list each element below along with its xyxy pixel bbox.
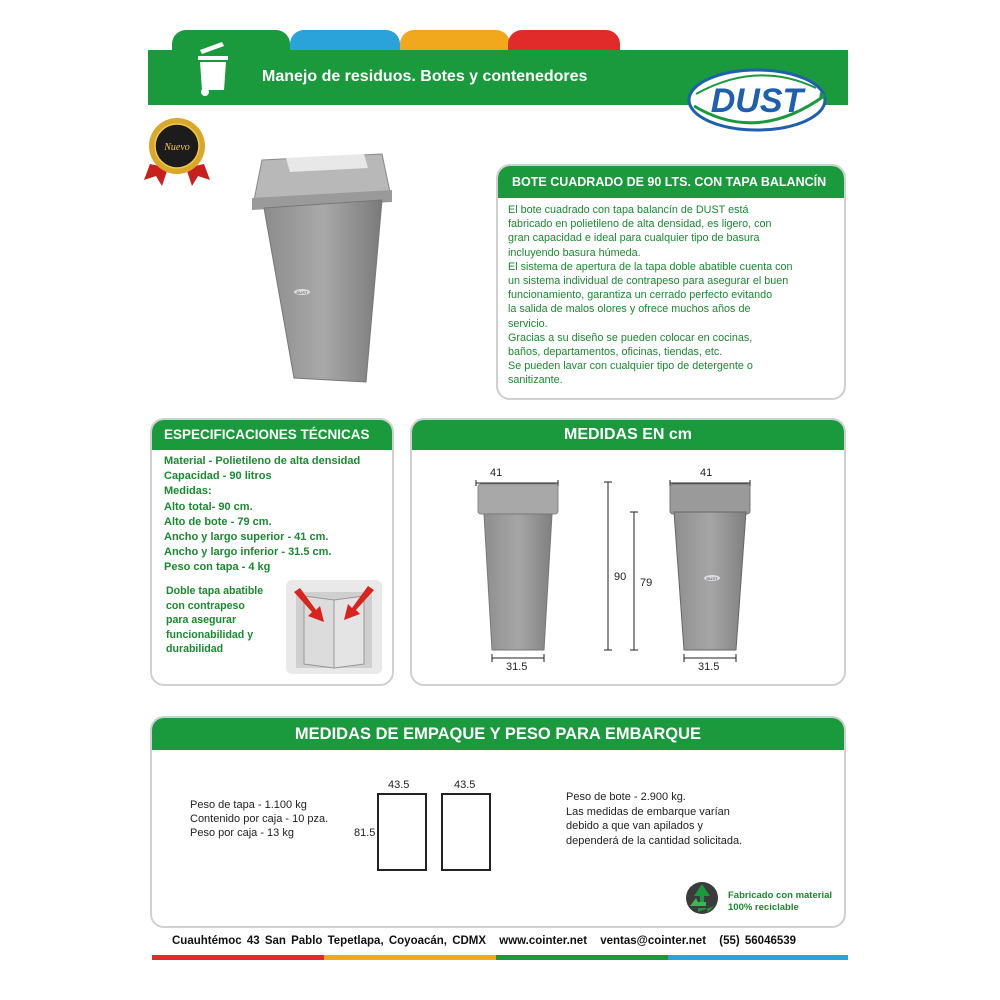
description-line: Se pueden lavar con cualquier tipo de detergente o [508,360,753,373]
description-text [498,198,844,388]
packing-line: dependerá de la cantidad solicitada. [566,834,743,847]
footer-address: Cuauhtémoc 43 San Pablo Tepetlapa, Coyoacán, CDMX [172,935,487,947]
top-width-left-label: 41 [490,467,503,479]
bottom-width-left-label: 31.5 [506,661,528,673]
footer-stripe-yellow [324,955,496,960]
lid-photo [286,580,382,674]
description-line: baños, departamentos, oficinas, tiendas, etc. [508,346,723,359]
recycle-icon [682,878,722,918]
spec-item: Alto total- 90 cm. [164,500,253,513]
specs-panel [150,418,394,686]
footer-email-link[interactable]: ventas@cointer.net [600,935,707,947]
spec-note-line: con contrapeso [166,599,245,612]
product-badge: DUST [296,290,308,295]
body-height-label: 79 [640,577,653,589]
description-line: El sistema de apertura de la tapa doble abatible cuenta con [508,260,793,273]
packing-line: Peso por caja - 13 kg [190,827,294,839]
description-line: funcionamiento, garantiza un cerrado perfecto evitando [508,289,773,302]
product-image [246,142,398,386]
packing-boxes-diagram [350,776,500,880]
specs-title: ESPECIFICACIONES TÉCNICAS [152,420,392,450]
spec-item: Capacidad - 90 litros [164,470,272,483]
description-line: servicio. [508,317,548,330]
page-title: Manejo de residuos. Botes y contenedores [262,68,588,85]
spec-item: Medidas: [164,485,212,498]
packing-right-text [566,790,806,848]
packing-line: Contenido por caja - 10 pza. [190,813,329,825]
spec-item: Alto de bote - 79 cm. [164,515,272,528]
bottom-width-right-label: 31.5 [698,661,720,673]
spec-note-line: Doble tapa abatible [166,585,264,597]
spec-item: Material - Polietileno de alta densidad [164,455,361,467]
specs-list [152,450,392,576]
spec-item: Peso con tapa - 4 kg [164,561,271,574]
logo-text: DUST [710,82,804,120]
description-title: BOTE CUADRADO DE 90 LTS. CON TAPA BALANCÍN [498,166,844,198]
recycle-line: 100% reciclable [728,902,799,913]
description-line: un sistema individual de contrapeso para asegurar el buen [508,275,789,288]
footer-stripe-blue [668,955,848,960]
medal-text: Nuevo [164,142,190,153]
description-panel [496,164,846,400]
description-line: incluyendo basura húmeda. [508,246,641,259]
packing-panel [150,716,846,928]
box-width-label-2: 43.5 [454,779,476,791]
footer-stripe-red [152,955,324,960]
header-tab-red [508,30,620,52]
description-line: El bote cuadrado con tapa balancín de DUST está [508,204,749,216]
packing-line: Peso de tapa - 1.100 kg [190,799,307,811]
box-width-label-1: 43.5 [388,779,410,791]
footer [172,935,804,947]
medal-icon [142,114,212,190]
bin-badge: DUST [706,576,718,581]
description-line: gran capacidad e ideal para cualquier tipo de basura [508,232,760,245]
spec-item: Ancho y largo superior - 41 cm. [164,531,329,544]
footer-web-link[interactable]: www.cointer.net [499,935,588,947]
measures-title: MEDIDAS EN cm [412,420,844,450]
total-height-label: 90 [614,571,627,583]
trash-bin-icon [192,40,234,98]
spec-item: Ancho y largo inferior - 31.5 cm. [164,546,332,559]
packing-title: MEDIDAS DE EMPAQUE Y PESO PARA EMBARQUE [152,718,844,750]
description-line: la salida de malos olores y ofrece muchos años de [508,303,751,316]
recycle-line: Fabricado con material [728,890,833,901]
header-tab-blue [290,30,400,52]
spec-note [166,584,276,657]
header-tab-yellow [400,30,510,52]
footer-phone: (55) 56046539 [719,935,797,947]
description-line: fabricado en polietileno de alta densidad, es ligero, con [508,218,772,231]
dust-logo [684,66,830,134]
packing-left-text [190,798,328,840]
recycle-text [728,890,832,914]
footer-stripe-green [496,955,668,960]
description-line: Gracias a su diseño se pueden colocar en cocinas, [508,331,753,344]
measures-panel [410,418,846,686]
packing-line: debido a que van apilados y [566,820,703,832]
spec-note-line: para asegurar [166,614,237,626]
top-width-right-label: 41 [700,467,713,479]
packing-line: Peso de bote - 2.900 kg. [566,791,686,803]
description-line: sanitizante. [508,374,563,387]
measures-diagram [412,450,846,686]
spec-note-line: durabilidad [166,643,224,655]
box-height-label: 81.5 [354,827,376,839]
spec-note-line: funcionabilidad y [166,628,254,641]
packing-line: Las medidas de embarque varían [566,805,730,818]
